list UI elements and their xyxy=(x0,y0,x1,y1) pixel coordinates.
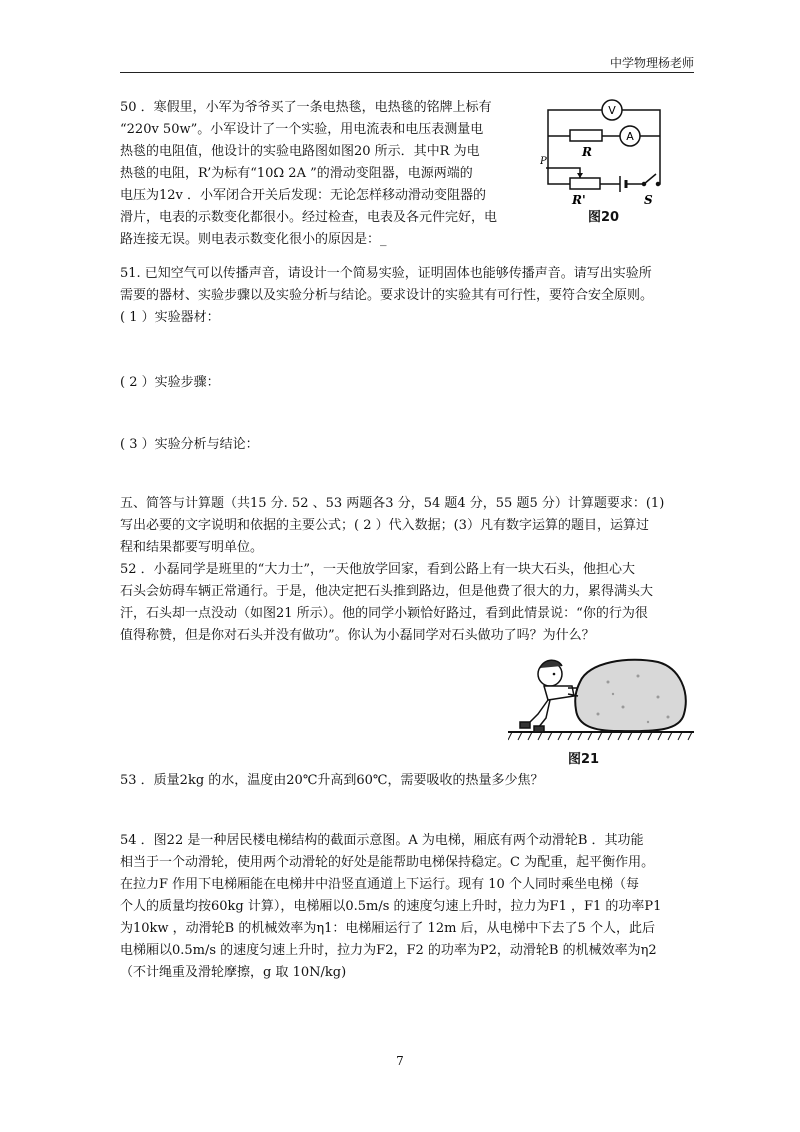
q50-line: 50 ．寒假里，小军为爷爷买了一条电热毯，电热毯的铭牌上标有 xyxy=(120,100,492,115)
q50-line: 热毯的电阻值，他设计的实验电路图如图20 所示．其中R 为电 xyxy=(120,144,480,159)
q54-line: 54 ．图22 是一种居民楼电梯结构的截面示意图。A 为电梯，厢底有两个动滑轮B ．其功能 xyxy=(120,833,644,848)
section-5-line: 程和结果都要写明单位。 xyxy=(120,540,264,555)
q51-part-3: ( 3 ）实验分析与结论： xyxy=(120,437,259,452)
resistor-label: R xyxy=(582,145,592,159)
slider-label: P xyxy=(540,156,547,167)
voltmeter-label: V xyxy=(608,104,616,117)
page-number: 7 xyxy=(396,1054,404,1068)
question-53: 53 ．质量2kg 的水，温度由20℃升高到60℃，需要吸收的热量多少焦？ xyxy=(120,773,544,788)
q54-line: 相当于一个动滑轮，使用两个动滑轮的好处是能帮助电梯保持稳定。C 为配重，起平衡作用。 xyxy=(120,855,655,870)
q51-line: 需要的器材、实验步骤以及实验分析与结论。要求设计的实验其有可行性，要符合安全原则。 xyxy=(120,288,654,303)
section-5-line: 写出必要的文字说明和依据的主要公式；( 2 ）代入数据；(3）凡有数字运算的题目，运算过 xyxy=(120,518,649,533)
q50-line: 路连接无误。则电表示数变化很小的原因是：_ xyxy=(120,232,387,247)
question-50 xyxy=(120,97,530,251)
fig20-caption: 图20 xyxy=(588,210,620,225)
q50-line: 电压为12v ．小军闭合开关后发现：无论怎样移动滑动变阻器的 xyxy=(120,188,487,203)
q50-line: “220v 50w”。小军设计了一个实验，用电流表和电压表测量电 xyxy=(120,122,484,137)
q52-line: 石头会妨碍车辆正常通行。于是，他决定把石头推到路边，但是他费了很大的力，累得满头大 xyxy=(120,584,654,599)
q54-line: 在拉力F 作用下电梯厢能在电梯井中沿竖直通道上下运行。现有 10 个人同时乘坐电梯（每 xyxy=(120,877,639,892)
rheostat-label: R' xyxy=(572,193,586,207)
question-54 xyxy=(120,830,700,984)
q54-line: 电梯厢以0.5m/s 的速度匀速上升时，拉力为F2，F2 的功率为P2，动滑轮B 的机械效率为η2 xyxy=(120,943,657,958)
q51-part-1: ( 1 ）实验器材： xyxy=(120,310,220,325)
boy-pushing-rock-fig21 xyxy=(508,652,694,744)
q52-line: 52 ．小磊同学是班里的“大力士”，一天他放学回家，看到公路上有一块大石头，他担心大 xyxy=(120,562,635,577)
q54-line: 为10kw ，动滑轮B 的机械效率为η1：电梯厢运行了 12m 后，从电梯中下去了5 个人，此后 xyxy=(120,921,655,936)
q54-line: （不计绳重及滑轮摩擦，g 取 10N/kg) xyxy=(120,965,347,980)
header-text: 中学物理杨老师 xyxy=(609,56,694,70)
q52-line: 汗，石头却一点没动（如图21 所示）。他的同学小颖恰好路过，看到此情景说：“你的行为很 xyxy=(120,606,648,621)
q52-line: 值得称赞，但是你对石头并没有做功”。你认为小磊同学对石头做功了吗？为什么？ xyxy=(120,628,595,643)
page-header xyxy=(120,50,694,73)
q50-line: 热毯的电阻，R’为标有“10Ω 2A ”的滑动变阻器，电源两端的 xyxy=(120,166,473,181)
section-5-line: 五、简答与计算题（共15 分. 52 、53 两题各3 分，54 题4 分，55 题5 分）计算题要求：(1) xyxy=(120,496,665,511)
q51-line: 51. 已知空气可以传播声音，请设计一个简易实验，证明固体也能够传播声音。请写出实验所 xyxy=(120,266,652,281)
question-51 xyxy=(120,263,700,329)
section-5-instructions xyxy=(120,493,700,559)
question-52 xyxy=(120,559,700,647)
q51-part-2: ( 2 ）实验步骤： xyxy=(120,375,220,390)
q54-line: 个人的质量均按60kg 计算），电梯厢以0.5m/s 的速度匀速上升时，拉力为F1 ，F1 的功率P1 xyxy=(120,899,662,914)
switch-label: S xyxy=(644,193,653,207)
ammeter-label: A xyxy=(626,130,634,143)
fig21-caption: 图21 xyxy=(568,752,600,767)
q50-line: 滑片，电表的示数变化都很小。经过检查，电表及各元件完好，电 xyxy=(120,210,498,225)
